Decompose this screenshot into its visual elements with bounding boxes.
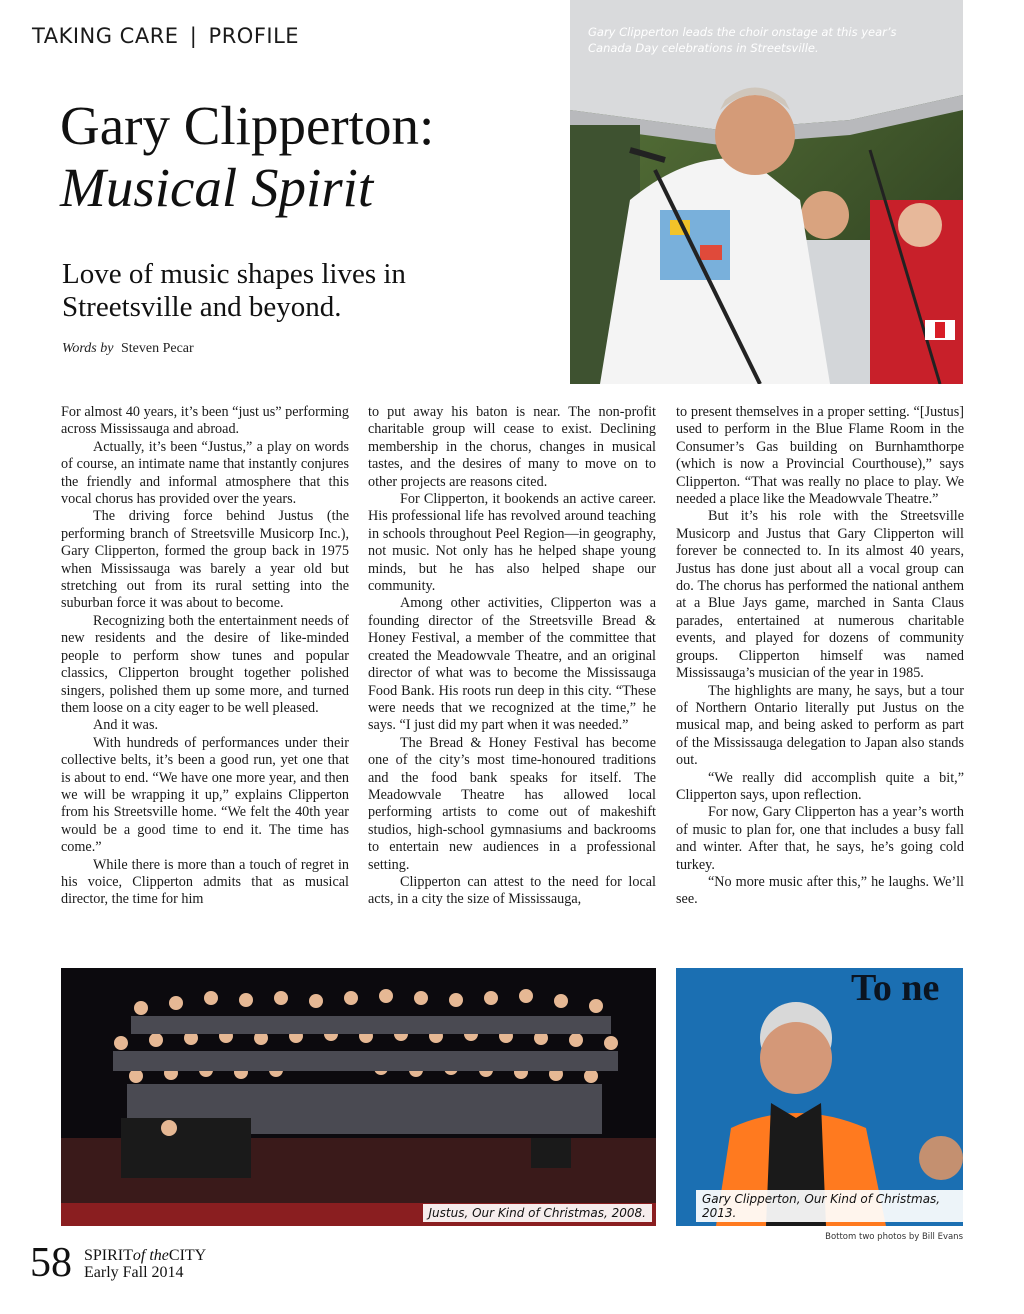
- paragraph: Clipperton can attest to the need for local acts, in a city the size of Mississauga,: [368, 873, 656, 908]
- hero-photo: [570, 0, 963, 384]
- portrait-backdrop-text: To ne: [851, 968, 940, 1009]
- title-line-1: Gary Clipperton:: [60, 95, 435, 156]
- article-column-1: [61, 404, 349, 909]
- portrait-photo: [676, 968, 963, 1226]
- section-name: TAKING CARE: [32, 24, 179, 48]
- paragraph: For almost 40 years, it’s been “just us” performing across Mississauga and abroad.: [61, 404, 349, 438]
- hero-photo-illustration: [570, 0, 963, 384]
- article-title: [60, 95, 434, 219]
- byline-prefix: Words by: [62, 341, 114, 356]
- byline: [62, 341, 194, 357]
- subsection-name: PROFILE: [208, 24, 300, 48]
- title-line-2: Musical Spirit: [60, 157, 374, 218]
- page-number: 58: [30, 1240, 72, 1286]
- paragraph: Actually, it’s been “Justus,” a play on words of course, an intimate name that instantly conjures the friendly and informal atmosphere that this vocal chorus has provided over the years.: [61, 438, 349, 508]
- section-separator: |: [189, 24, 198, 48]
- choir-photo-illustration: [61, 968, 656, 1226]
- paragraph: to present themselves in a proper setting. “[Justus] used to perform in the Blue Flame Room in the Consumer’s Gas building on Burnhamthorpe (which is now a Provincial Courthouse),” says Clipperton. “That was really no place to play. We needed a place like the Meadowvale Theatre.”: [676, 404, 964, 508]
- hero-caption: Gary Clipperton leads the choir onstage at this year’s Canada Day celebrations in Streetsville.: [588, 25, 897, 55]
- photo-credit: Bottom two photos by Bill Evans: [825, 1232, 963, 1242]
- paragraph: The driving force behind Justus (the performing branch of Streetsville Musicorp Inc.), Gary Clipperton, formed the group back in 1975 when Mississauga was barely a year old but stretching out from its rural setting into the suburban force it was about to become.: [61, 508, 349, 612]
- choir-photo: [61, 968, 656, 1226]
- paragraph: “No more music after this,” he laughs. We’ll see.: [676, 873, 964, 908]
- magazine-name-prefix: SPIRIT: [84, 1247, 133, 1264]
- paragraph: Recognizing both the entertainment needs of new residents and the desire of like-minded people to perform show tunes and popular classics, Clipperton brought together polished singers, polished them up some more, and turned them loose on a city eager to be well pleased.: [61, 612, 349, 716]
- article-column-2: [368, 404, 656, 909]
- issue-date: Early Fall 2014: [84, 1264, 184, 1281]
- choir-caption: Justus, Our Kind of Christmas, 2008.: [423, 1204, 653, 1222]
- paragraph: Among other activities, Clipperton was a founding director of the Streetsville Bread & Honey Festival, a member of the committee that created the Meadowvale Theatre, and an original director of what was to become the Mississauga Food Bank. His roots run deep in this city. “These were needs that we recognized at the time,” he says. “I just did my part when it was needed.”: [368, 595, 656, 734]
- paragraph: But it’s his role with the Streetsville Musicorp and Justus that Gary Clipperton will forever be connected to. In its almost 40 years, Justus has done just about all a vocal group can do. The chorus has performed the national anthem at a Blue Jays game, marched in Santa Claus parades, entertained at numerous charitable events, and played for dozens of community groups. Clipperton himself was named Mississauga’s musician of the year in 1985.: [676, 508, 964, 682]
- paragraph: The Bread & Honey Festival has become one of the city’s most time-honoured traditions and the food bank speaks for itself. The Meadowvale Theatre has allowed local performing artists to come out of makeshift studios, high-school gymnasiums and backrooms to entertain new audiences in a professional setting.: [368, 734, 656, 873]
- portrait-caption: Gary Clipperton, Our Kind of Christmas, 2013.: [696, 1190, 963, 1222]
- paragraph: The highlights are many, he says, but a tour of Northern Ontario literally put Justus on the musical map, and being asked to perform as part of the Mississauga delegation to Japan also stands out.: [676, 682, 964, 769]
- paragraph: While there is more than a touch of regret in his voice, Clipperton admits that as musical director, the time for him: [61, 856, 349, 908]
- article-column-3: [676, 404, 964, 909]
- paragraph: For now, Gary Clipperton has a year’s worth of music to plan for, one that includes a busy fall and winter. After that, he says, he’s going cold turkey.: [676, 804, 964, 873]
- article-dek: Love of music shapes lives in Streetsville and beyond.: [62, 258, 406, 323]
- magazine-name-italic: of the: [132, 1247, 169, 1264]
- section-label: [32, 24, 299, 48]
- paragraph: “We really did accomplish quite a bit,” Clipperton says, upon reflection.: [676, 769, 964, 803]
- portrait-photo-illustration: [676, 968, 963, 1226]
- paragraph: And it was.: [93, 717, 159, 734]
- byline-author: Steven Pecar: [120, 341, 194, 356]
- paragraph: With hundreds of performances under their collective belts, it’s been a good run, yet one that is about to end. “We have one more year, and then we will be wrapping it up,” explains Clipperton from his Streetsville home. “We felt the 40th year would be a good time to end it. The time has come.”: [61, 734, 349, 856]
- magazine-title: [84, 1247, 206, 1281]
- magazine-name-suffix: CITY: [168, 1247, 207, 1264]
- paragraph: For Clipperton, it bookends an active career. His professional life has revolved around teaching in schools throughout Peel Region—in geography, not music. Not only has he helped shape young minds, but he has also helped shape our community.: [368, 491, 656, 595]
- paragraph: to put away his baton is near. The non-profit charitable group will cease to exist. Declining membership in the chorus, changes in musical tastes, and the desires of many to move on to other projects are reasons cited.: [368, 404, 656, 490]
